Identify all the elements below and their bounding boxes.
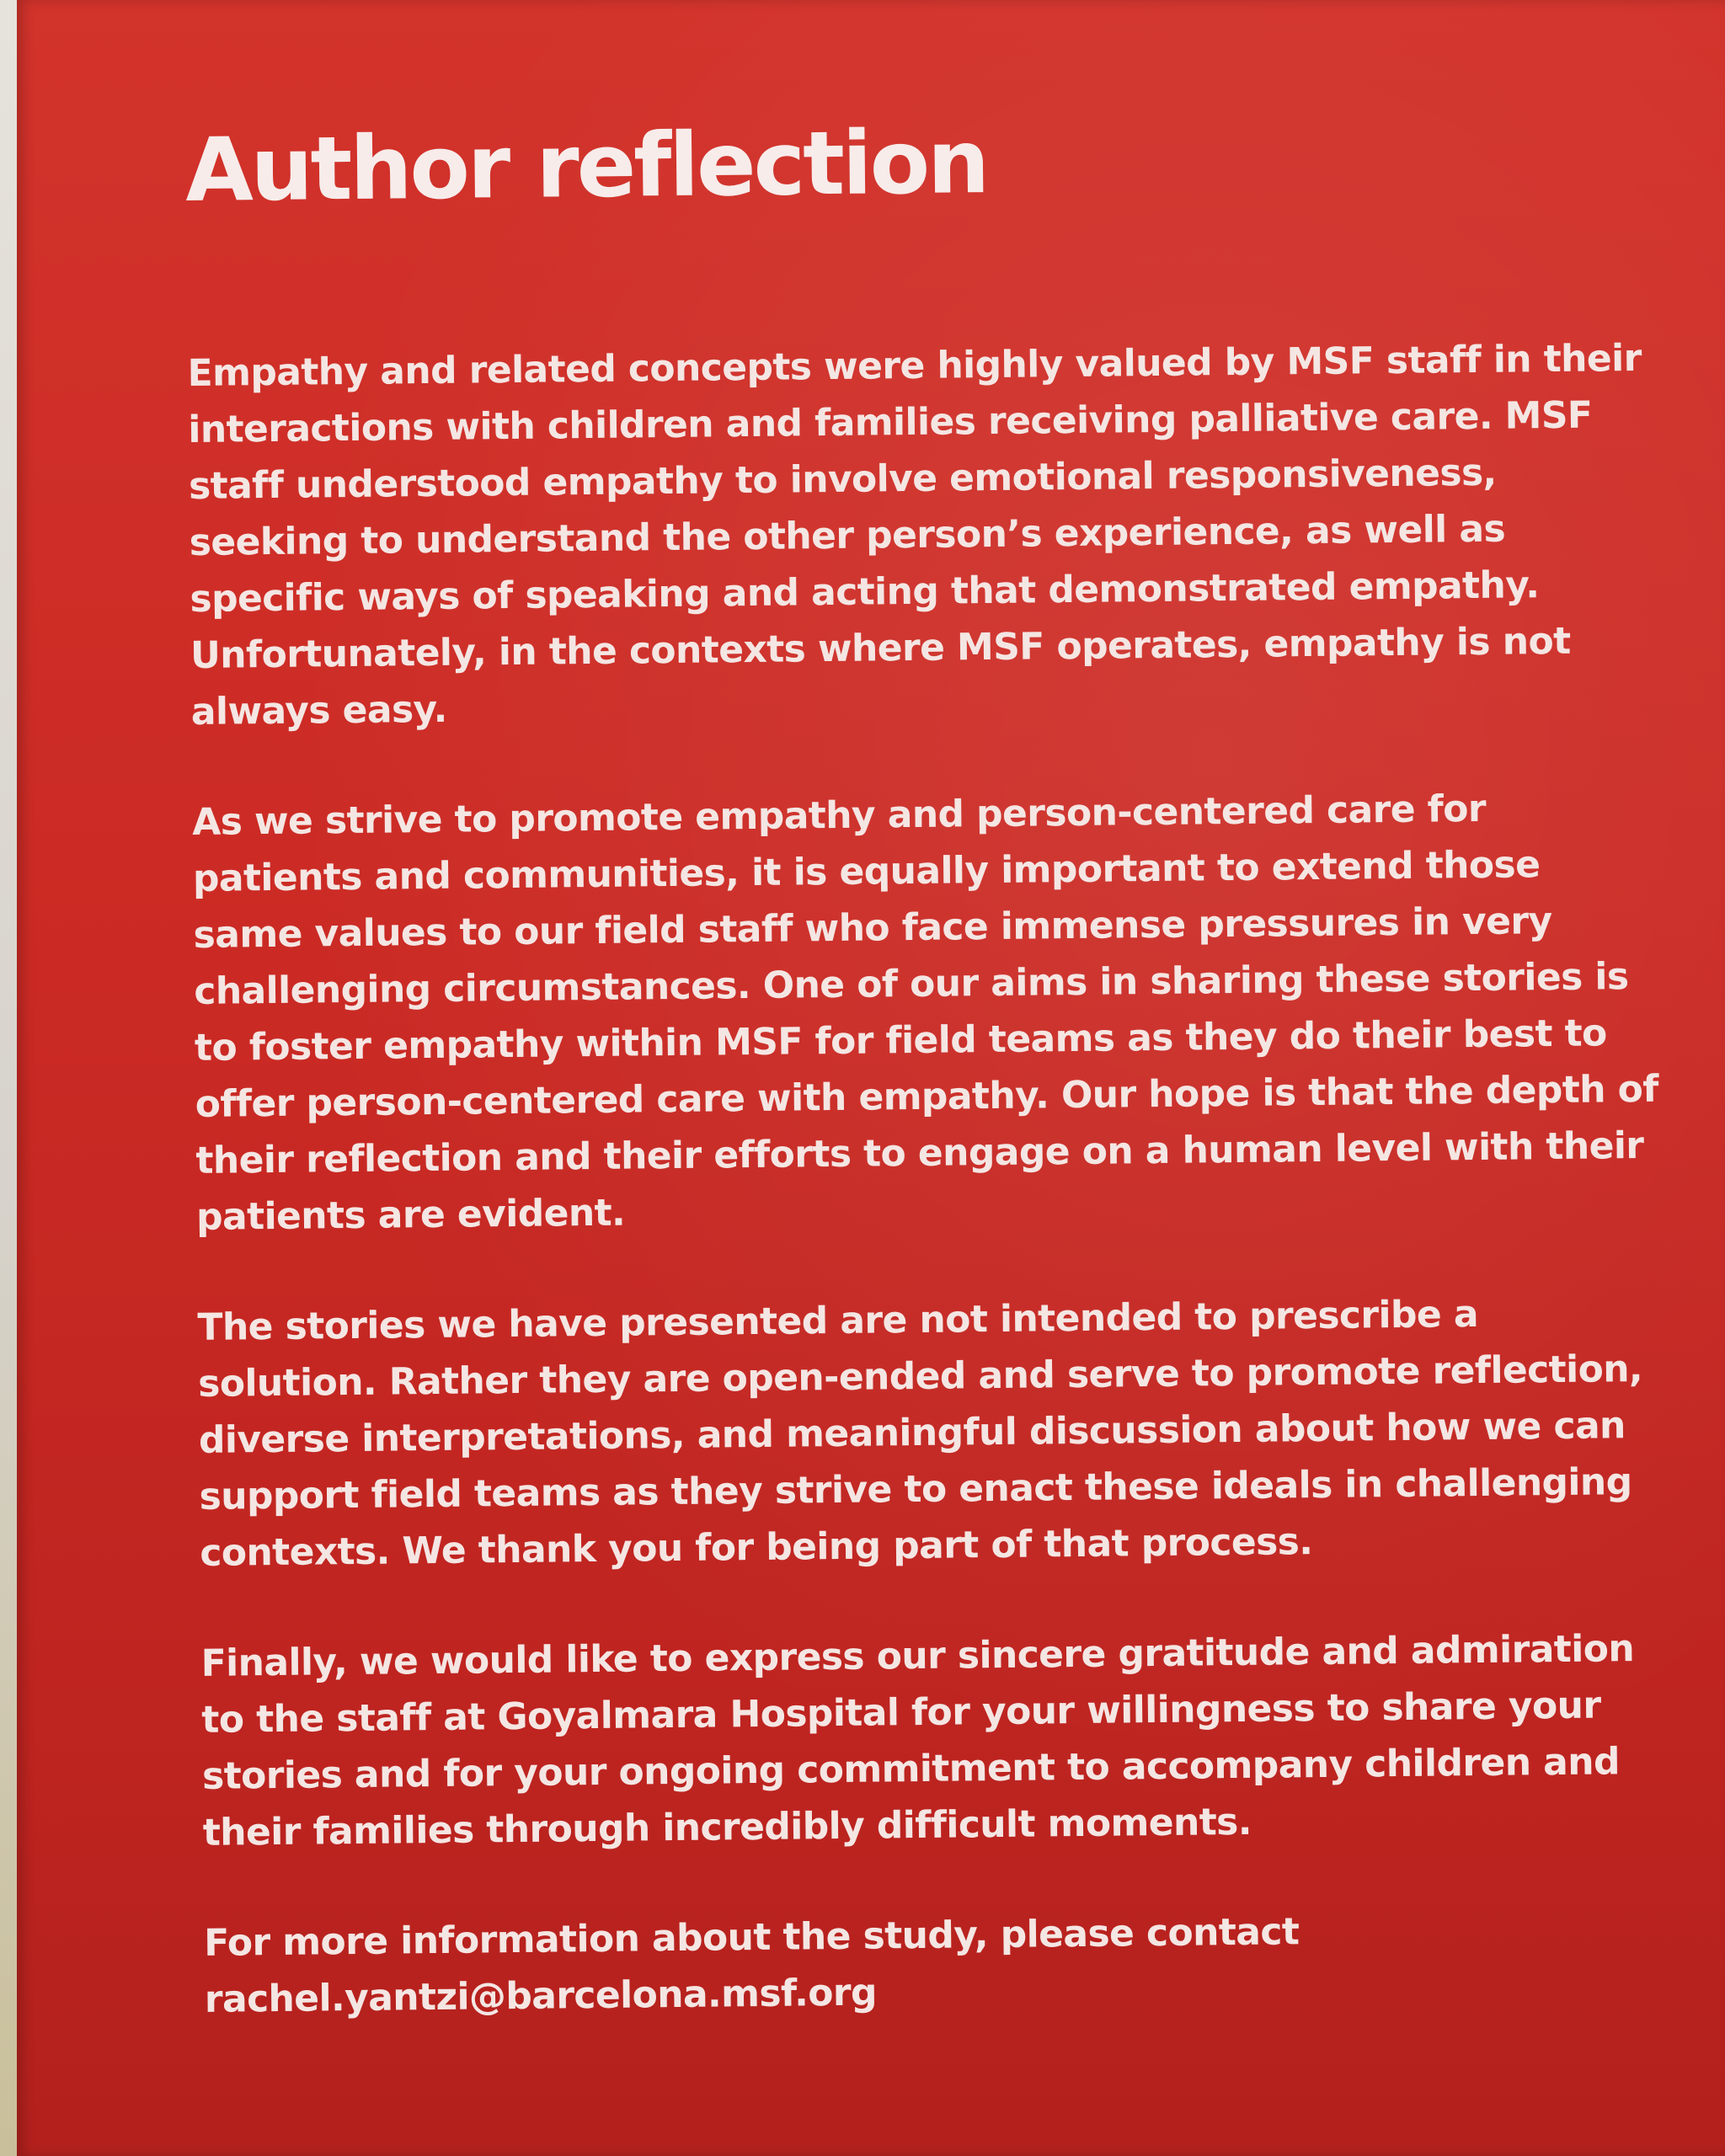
text-line: contexts. We thank you for being part of that process.: [200, 1520, 1313, 1575]
text-line: interactions with children and families receiving palliative care. MSF: [188, 393, 1593, 451]
text-line: The stories we have presented are not intended to prescribe a: [197, 1292, 1479, 1349]
text-line: offer person-centered care with empathy. Our hope is that the depth of: [195, 1067, 1659, 1126]
text-line: challenging circumstances. One of our aims in sharing these stories is: [194, 955, 1629, 1013]
text-line: to the staff at Goyalmara Hospital for your willingness to share your: [201, 1684, 1601, 1742]
contact-email: rachel.yantzi@barcelona.msf.org: [204, 1971, 878, 2021]
text-line: always easy.: [190, 687, 447, 734]
paragraph-stories: [197, 1283, 1682, 1581]
red-sign-panel: [17, 0, 1725, 2156]
text-line: staff understood empathy to involve emotional responsiveness,: [188, 451, 1497, 508]
text-line: specific ways of speaking and acting that demonstrated empathy.: [190, 563, 1540, 621]
paragraph-empathy: [187, 330, 1674, 740]
contact-block: [204, 1899, 1687, 2027]
paragraph-person-centered-care: [192, 779, 1680, 1246]
contact-lead: For more information about the study, please contact: [203, 1910, 1300, 1965]
text-line: their families through incredibly difficult moments.: [202, 1800, 1252, 1854]
text-line: support field teams as they strive to enact these ideals in challenging: [199, 1460, 1632, 1518]
text-line: Finally, we would like to express our sincere gratitude and admiration: [200, 1627, 1635, 1685]
sign-content: [184, 0, 1689, 2156]
text-line: stories and for your ongoing commitment to accompany children and: [201, 1740, 1621, 1798]
text-line: solution. Rather they are open-ended and serve to promote reflection,: [197, 1347, 1643, 1406]
text-line: Empathy and related concepts were highly valued by MSF staff in their: [187, 336, 1642, 395]
text-line: same values to our field staff who face immense pressures in very: [193, 899, 1552, 957]
paragraph-gratitude: [200, 1620, 1685, 1860]
text-line: As we strive to promote empathy and person-centered care for: [191, 787, 1487, 844]
text-line: to foster empathy within MSF for field teams as they do their best to: [194, 1011, 1607, 1070]
text-line: their reflection and their efforts to engage on a human level with their: [195, 1123, 1644, 1182]
text-line: Unfortunately, in the contexts where MSF operates, empathy is not: [190, 619, 1571, 677]
sign-title: Author reflection: [184, 110, 988, 221]
text-line: seeking to understand the other person’s experience, as well as: [189, 507, 1506, 564]
sign-body: [187, 330, 1687, 2082]
text-line: patients and communities, it is equally important to extend those: [192, 843, 1541, 900]
text-line: patients are evident.: [195, 1191, 626, 1239]
text-line: diverse interpretations, and meaningful discussion about how we can: [198, 1404, 1626, 1462]
